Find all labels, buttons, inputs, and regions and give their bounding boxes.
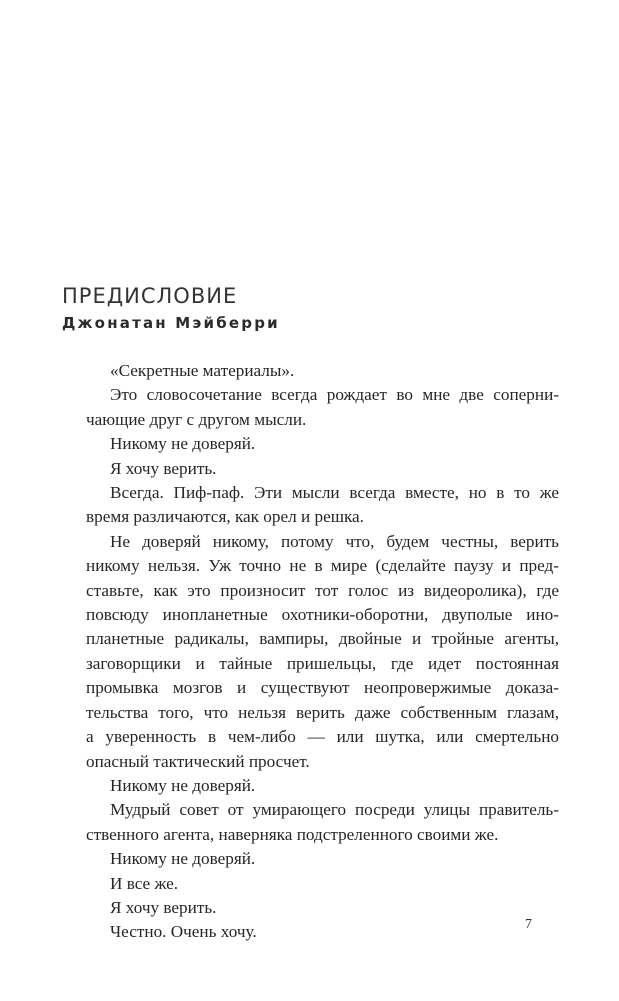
text-line: ставьте, как это произносит тот голос из видеоролика), где (86, 580, 559, 600)
chapter-author: Джонатан Мэйберри (62, 314, 280, 332)
chapter-title: ПРЕДИСЛОВИЕ (62, 284, 238, 308)
paragraph (62, 457, 559, 481)
text-line: Я хочу верить. (110, 458, 217, 478)
text-line: а уверенность в чем-либо — или шутка, или смертельно (86, 727, 559, 747)
text-line: время различаются, как орел и решка. (86, 507, 364, 527)
paragraph (62, 530, 559, 774)
text-line: Никому не доверяй. (110, 775, 256, 795)
text-line: никому нельзя. Уж точно не в мире (сделайте паузу и пред- (86, 556, 559, 576)
text-line: Честно. Очень хочу. (110, 922, 257, 942)
paragraph (62, 432, 559, 456)
text-line: чающие друг с другом мысли. (86, 409, 307, 429)
text-line: тельства того, что нельзя верить даже собственным глазам, (86, 702, 559, 722)
paragraph (62, 359, 559, 383)
text-line: опасный тактический просчет. (86, 751, 310, 771)
text-line: Это словосочетание всегда рождает во мне две соперни- (110, 385, 559, 405)
text-line: Никому не доверяй. (110, 434, 256, 454)
paragraph (62, 920, 559, 944)
text-line: И все же. (110, 873, 179, 893)
text-line: Всегда. Пиф-паф. Эти мысли всегда вместе, но в то же (110, 483, 559, 503)
text-line: Я хочу верить. (110, 897, 217, 917)
paragraph (62, 896, 559, 920)
body-text (62, 359, 559, 945)
paragraph (62, 872, 559, 896)
text-line: повсюду инопланетные охотники-оборотни, двуполые ино- (86, 605, 559, 625)
text-line: «Секретные материалы». (110, 361, 295, 380)
page-content (62, 283, 559, 945)
paragraph (62, 383, 559, 432)
text-line: Не доверяй никому, потому что, будем честны, верить (110, 531, 559, 551)
text-line: Никому не доверяй. (110, 849, 256, 869)
text-line: планетные радикалы, вампиры, двойные и тройные агенты, (86, 629, 559, 649)
text-line: Мудрый совет от умирающего посреди улицы правитель- (110, 800, 559, 820)
paragraph (62, 847, 559, 871)
paragraph (62, 774, 559, 798)
text-line: ственного агента, наверняка подстреленного своими же. (86, 824, 499, 844)
text-line: заговорщики и тайные пришельцы, где идет постоянная (86, 653, 559, 673)
paragraph (62, 481, 559, 530)
page-number: 7 (525, 917, 532, 932)
text-line: промывка мозгов и существуют неопровержимые доказа- (86, 678, 559, 698)
paragraph (62, 798, 559, 847)
